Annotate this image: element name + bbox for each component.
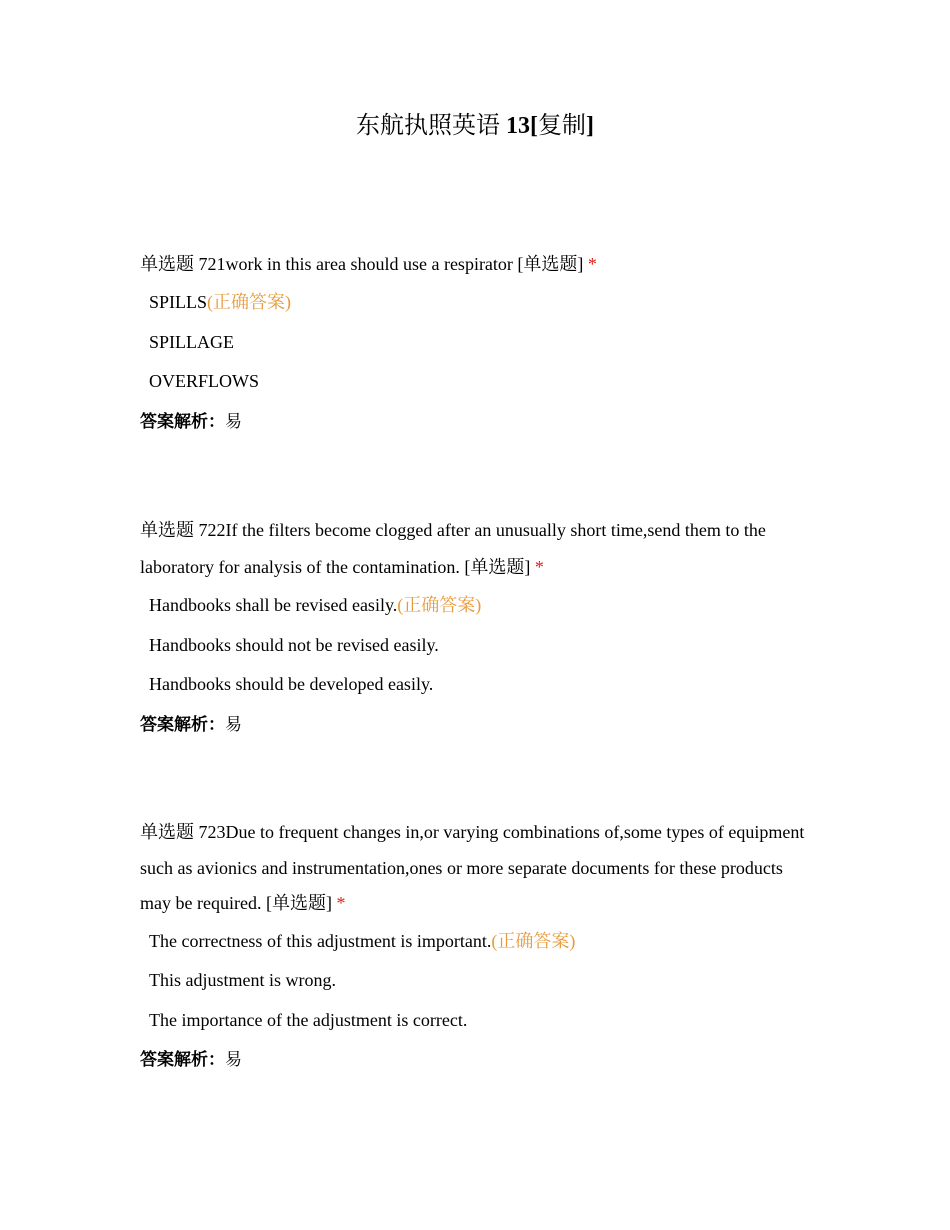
analysis-label: 答案解析： <box>140 1050 225 1070</box>
option-list <box>149 594 810 713</box>
title-copy-label: 复制 <box>538 113 586 139</box>
option-label: OVERFLOWS <box>149 371 260 391</box>
option-list <box>149 930 810 1049</box>
question-text <box>140 512 810 586</box>
option-item <box>149 370 810 410</box>
title-number: 13[ <box>506 113 538 139</box>
answer-analysis <box>140 410 810 433</box>
option-item <box>149 930 810 970</box>
option-item <box>149 594 810 634</box>
option-item <box>149 331 810 371</box>
question-type-tag: [单选题] <box>517 254 584 274</box>
required-star: * <box>530 557 544 577</box>
option-list <box>149 291 810 410</box>
question-723 <box>140 815 810 1071</box>
question-text <box>140 246 810 283</box>
analysis-value: 易 <box>225 411 242 432</box>
question-body: 723Due to frequent changes in,or varying combinations of,some types of equipment such as avionics and instrumentation,ones or more separate documents for these products may be required. <box>140 822 805 913</box>
option-item <box>149 1009 810 1049</box>
answer-analysis <box>140 713 810 736</box>
required-star: * <box>583 254 597 274</box>
question-type-tag: [单选题] <box>464 557 531 577</box>
option-item <box>149 969 810 1009</box>
question-type-label: 单选题 <box>140 822 194 842</box>
option-label: Handbooks shall be revised easily. <box>149 595 398 615</box>
correct-answer-tag: (正确答案) <box>207 292 292 312</box>
analysis-label: 答案解析： <box>140 411 225 432</box>
option-item <box>149 634 810 674</box>
option-label: SPILLAGE <box>149 331 234 352</box>
correct-answer-tag: (正确答案) <box>397 595 482 615</box>
question-type-label: 单选题 <box>140 520 194 540</box>
correct-answer-tag: (正确答案) <box>491 930 576 951</box>
question-text <box>140 815 810 922</box>
question-722 <box>140 512 810 736</box>
option-label: Handbooks should be developed easily. <box>149 674 434 694</box>
document-title <box>0 110 950 142</box>
option-item <box>149 673 810 713</box>
title-close-bracket: ] <box>586 113 594 139</box>
question-body: 721work in this area should use a respirator <box>194 254 518 274</box>
answer-analysis <box>140 1048 810 1071</box>
option-label: Handbooks should not be revised easily. <box>149 634 439 655</box>
option-label: SPILLS <box>149 292 208 312</box>
analysis-value: 易 <box>225 714 242 735</box>
title-prefix: 东航执照英语 <box>356 113 506 139</box>
question-body: 722If the filters become clogged after an unusually short time,send them to the laboratory for analysis of the contamination. <box>140 520 766 577</box>
question-721 <box>140 246 810 433</box>
option-label: The importance of the adjustment is correct. <box>149 1009 468 1030</box>
analysis-label: 答案解析： <box>140 714 225 735</box>
question-type-label: 单选题 <box>140 254 194 274</box>
option-item <box>149 291 810 331</box>
required-star: * <box>331 893 346 913</box>
option-label: This adjustment is wrong. <box>149 970 336 990</box>
question-type-tag: [单选题] <box>265 893 332 913</box>
analysis-value: 易 <box>225 1050 242 1070</box>
option-label: The correctness of this adjustment is important. <box>149 930 492 951</box>
